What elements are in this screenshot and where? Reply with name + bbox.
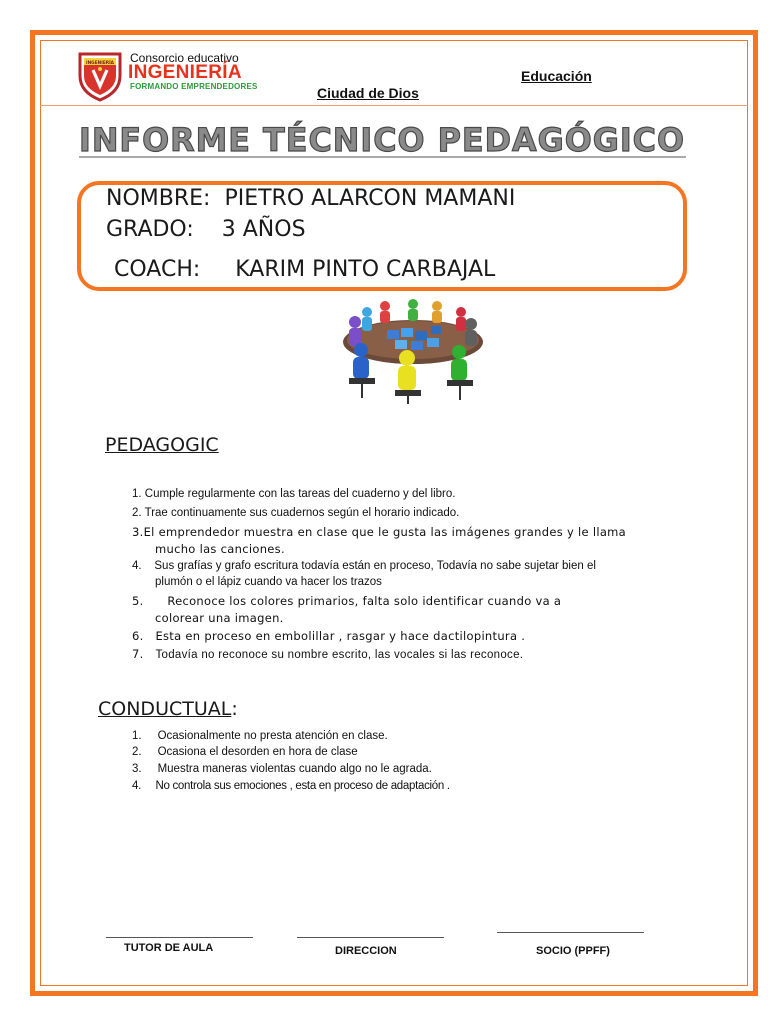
- pedagogic-item-3-cont: mucho las canciones.: [155, 542, 285, 556]
- pedagogic-item-5: 5. Reconoce los colores primarios, falta solo identificar cuando va a: [132, 594, 562, 608]
- pedagogic-item-2: 2. Trae continuamente sus cuadernos según el horario indicado.: [132, 507, 460, 519]
- header-divider: [40, 105, 748, 106]
- logo-text: INGENIERÍA: [85, 61, 115, 66]
- student-coach-row: [114, 257, 495, 282]
- tutor-signature-line: [106, 937, 253, 938]
- brand-slogan: FORMANDO EMPRENDEDORES: [130, 82, 258, 91]
- pedagogic-item-7: 7. Todavía no reconoce su nombre escrito, las vocales si las reconoce.: [132, 647, 524, 661]
- name-label: NOMBRE:: [106, 186, 211, 211]
- conductual-item-3: 3. Muestra maneras violentas cuando algo no le agrada.: [132, 763, 432, 775]
- conductual-item-4: 4. No controla sus emociones , esta en proceso de adaptación .: [132, 780, 450, 792]
- conductual-item-2: 2. Ocasiona el desorden en hora de clase: [132, 746, 358, 758]
- pedagogic-heading: PEDAGOGIC: [105, 434, 219, 456]
- pedagogic-item-4: 4. Sus grafías y grafo escritura todavía están en proceso, Todavía no sabe sujetar bien el: [132, 560, 596, 572]
- student-name-row: [106, 186, 515, 211]
- conductual-item-1: 1. Ocasionalmente no presta atención en clase.: [132, 730, 388, 742]
- grade-value: 3 AÑOS: [221, 217, 306, 242]
- grade-label: GRADO:: [106, 217, 194, 242]
- direccion-signature-line: [297, 937, 444, 938]
- consortium-label: Consorcio educativo: [130, 51, 239, 65]
- report-title: [0, 118, 768, 162]
- coach-label: COACH:: [114, 257, 201, 282]
- pedagogic-item-4-cont: plumón o el lápiz cuando va hacer los trazos: [155, 576, 382, 588]
- brand-name: INGENIERÍA: [128, 62, 242, 83]
- conductual-heading: CONDUCTUAL:: [98, 698, 238, 720]
- pedagogic-item-3: 3.El emprendedor muestra en clase que le gusta las imágenes grandes y le llama: [132, 525, 627, 539]
- meeting-puzzle-illustration: [325, 298, 495, 404]
- report-title-text: INFORME TÉCNICO PEDAGÓGICO: [79, 121, 689, 159]
- coach-value: KARIM PINTO CARBAJAL: [235, 257, 496, 282]
- socio-signature-line: [497, 932, 644, 933]
- direccion-signature-label: DIRECCION: [335, 945, 397, 957]
- student-grade-row: [106, 217, 306, 242]
- pedagogic-item-6: 6. Esta en proceso en embolillar , rasgar y hace dactilopintura .: [132, 629, 526, 643]
- school-logo-icon: [76, 50, 124, 102]
- pedagogic-item-1: 1. Cumple regularmente con las tareas del cuaderno y del libro.: [132, 488, 456, 500]
- pedagogic-item-5-cont: colorear una imagen.: [155, 611, 284, 625]
- city-label: Ciudad de Dios: [317, 85, 419, 101]
- education-label: Educación: [521, 68, 592, 84]
- tutor-signature-label: TUTOR DE AULA: [124, 942, 214, 954]
- socio-signature-label: SOCIO (PPFF): [536, 945, 610, 957]
- name-value: PIETRO ALARCON MAMANI: [224, 186, 516, 211]
